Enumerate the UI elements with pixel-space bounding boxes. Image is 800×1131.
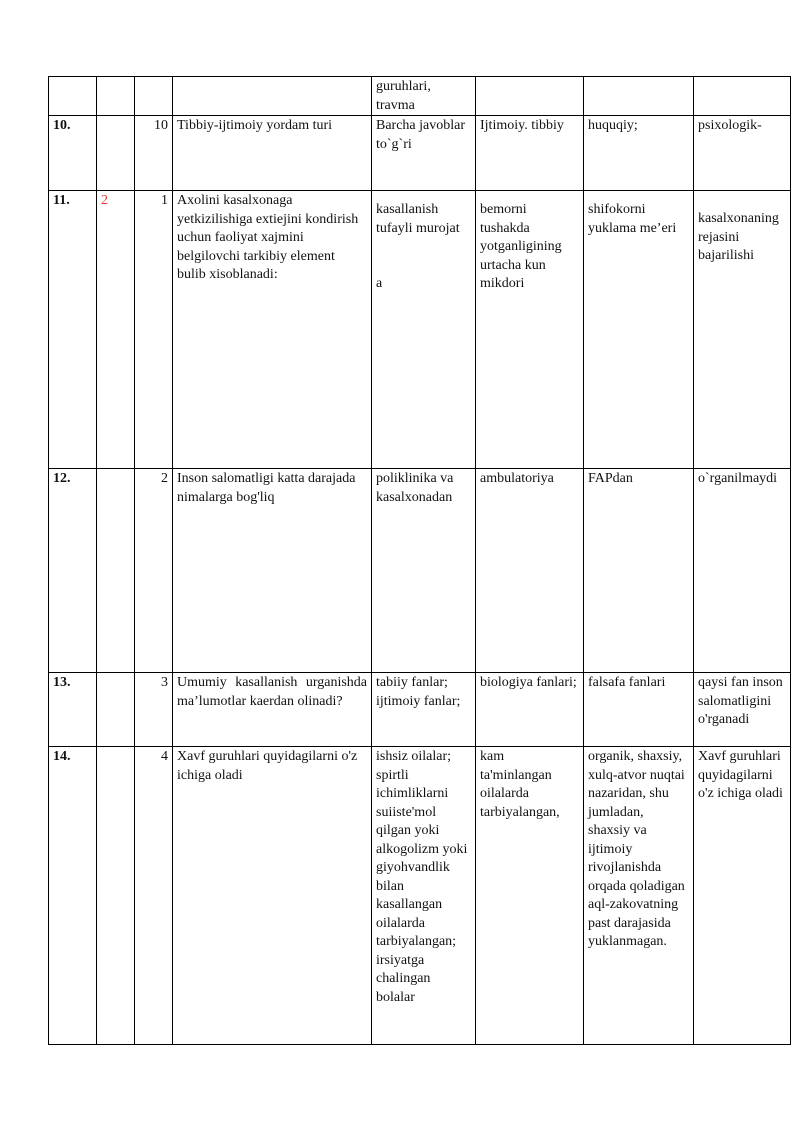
- answer-a-line: irsiyatga chalingan bolalar: [376, 952, 431, 1005]
- question-text: Xavf guruhlari quyidagilarni o'z ichiga oladi: [173, 747, 372, 1045]
- answer-a: poliklinika va kasalxonadan: [372, 469, 476, 673]
- answer-b: Ijtimoiy. tibbiy: [476, 116, 584, 191]
- answer-c: [584, 77, 694, 116]
- table-row: [49, 116, 791, 191]
- answer-a-line: ijtimoiy fanlar;: [376, 693, 461, 709]
- row-number: [49, 77, 97, 116]
- quiz-table: [48, 76, 791, 1045]
- answer-a-line: tabiiy fanlar;: [376, 675, 448, 690]
- answer-d: psixologik-: [694, 116, 791, 191]
- mark-cell: 2: [97, 191, 135, 469]
- question-text: Umumiy kasallanish urganishda ma’lumotlar kaerdan olinadi?: [173, 673, 372, 747]
- answer-a: [372, 191, 476, 469]
- question-index: 3: [135, 673, 173, 747]
- answer-b: [476, 77, 584, 116]
- row-number: 13.: [49, 673, 97, 747]
- answer-b: ambulatoriya: [476, 469, 584, 673]
- table-row: [49, 191, 791, 469]
- question-index: 2: [135, 469, 173, 673]
- table-row: [49, 673, 791, 747]
- answer-c: shifokorni yuklama me’eri: [584, 191, 694, 469]
- question-text: Inson salomatligi katta darajada nimalarga bog'liq: [173, 469, 372, 673]
- answer-b: kam ta'minlangan oilalarda tarbiyalangan,: [476, 747, 584, 1045]
- answer-d: kasalxonaning rejasini bajarilishi: [694, 191, 791, 469]
- answer-d: o`rganilmaydi: [694, 469, 791, 673]
- answer-c: huquqiy;: [584, 116, 694, 191]
- mark-cell: [97, 469, 135, 673]
- row-number: 11.: [49, 191, 97, 469]
- answer-a-text: kasallanish tufayli murojat: [376, 202, 460, 236]
- table-row: [49, 747, 791, 1045]
- answer-a: guruhlari, travma: [372, 77, 476, 116]
- answer-a: Barcha javoblar to`g`ri: [372, 116, 476, 191]
- row-number: 10.: [49, 116, 97, 191]
- row-number: 12.: [49, 469, 97, 673]
- answer-b: biologiya fanlari;: [476, 673, 584, 747]
- table-row: [49, 77, 791, 116]
- answer-d: Xavf guruhlari quyidagilarni o'z ichiga oladi: [694, 747, 791, 1045]
- question-text: Tibbiy-ijtimoiy yordam turi: [173, 116, 372, 191]
- table-row: [49, 469, 791, 673]
- answer-a-line: ishsiz oilalar;: [376, 749, 452, 764]
- answer-d: qaysi fan inson salomatligini o'rganadi: [694, 673, 791, 747]
- answer-a: [372, 747, 476, 1045]
- answer-c: organik, shaxsiy, xulq-atvor nuqtai nazaridan, shu jumladan, shaxsiy va ijtimoiy rivojlanishda orqada qoladigan aql-zakovatning past darajasida yuklanmagan.: [584, 747, 694, 1045]
- answer-c: FAPdan: [584, 469, 694, 673]
- mark-cell: [97, 673, 135, 747]
- answer-c: falsafa fanlari: [584, 673, 694, 747]
- mark-cell: [97, 77, 135, 116]
- answer-a: [372, 673, 476, 747]
- question-index: 4: [135, 747, 173, 1045]
- answer-d: [694, 77, 791, 116]
- answer-a-extra: a: [376, 276, 383, 291]
- question-index: [135, 77, 173, 116]
- question-text: [173, 77, 372, 116]
- answer-a-line: spirtli ichimliklarni suiiste'mol qilgan yoki alkogolizm yoki giyohvandlik bilan kasallangan oilalarda tarbiyalangan;: [376, 767, 468, 949]
- mark-cell: [97, 747, 135, 1045]
- question-index: 1: [135, 191, 173, 469]
- row-number: 14.: [49, 747, 97, 1045]
- answer-b: bemorni tushakda yotganligining urtacha kun mikdori: [476, 191, 584, 469]
- question-text: Axolini kasalxonaga yetkizilishiga extiejini kondirish uchun faoliyat xajmini belgilovchi tarkibiy element bulib xisoblanadi:: [173, 191, 372, 469]
- mark-cell: [97, 116, 135, 191]
- question-index: 10: [135, 116, 173, 191]
